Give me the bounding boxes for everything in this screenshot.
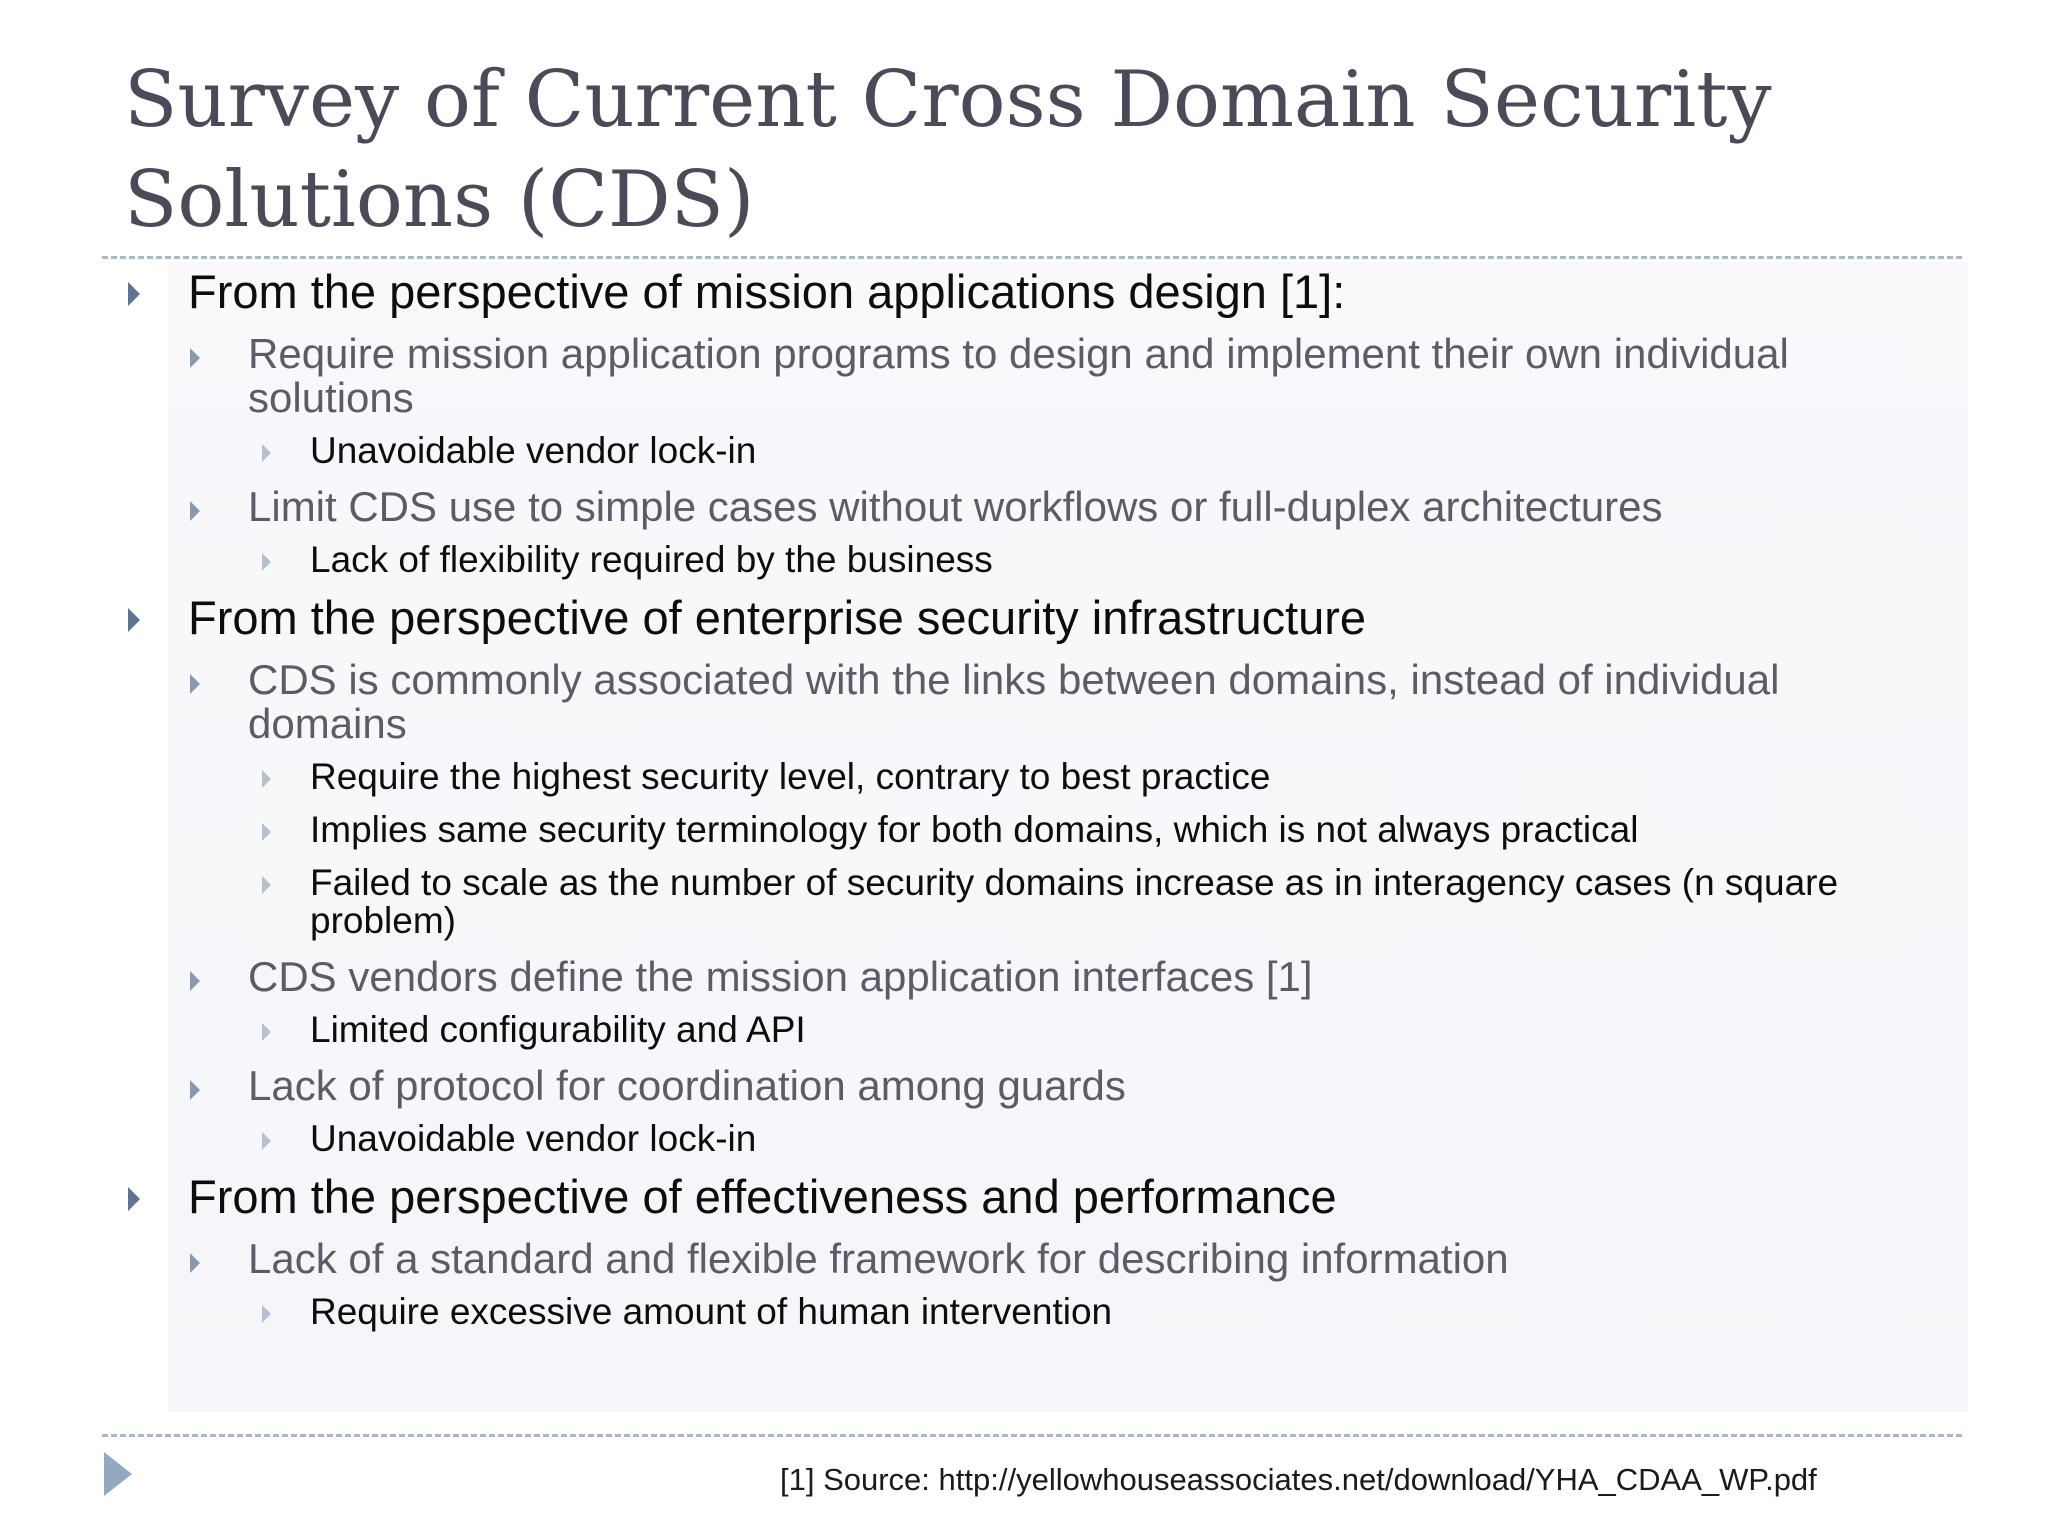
bullet-text: Require excessive amount of human intervention <box>310 1291 1113 1332</box>
triangle-bullet-icon <box>262 876 271 894</box>
bullet-text: Lack of a standard and flexible framework for describing information <box>248 1235 1509 1282</box>
bullet-level-2 <box>0 1229 1940 1285</box>
bullet-level-1 <box>0 586 2000 650</box>
bullet-text: Unavoidable vendor lock-in <box>310 430 757 471</box>
bullet-text: Limit CDS use to simple cases without workflows or full-duplex architectures <box>248 483 1663 530</box>
bullet-level-3 <box>0 803 1880 856</box>
triangle-bullet-icon <box>262 553 271 571</box>
bullet-text: Lack of protocol for coordination among guards <box>248 1062 1126 1109</box>
bullet-level-3 <box>0 750 1880 803</box>
next-slide-arrow-icon[interactable] <box>104 1452 132 1496</box>
triangle-bullet-icon <box>262 770 271 788</box>
bullet-list <box>0 260 2048 1338</box>
triangle-bullet-icon <box>190 1080 200 1100</box>
bullet-text: Unavoidable vendor lock-in <box>310 1118 757 1159</box>
bullet-level-3 <box>0 1112 1880 1165</box>
bullet-text: From the perspective of enterprise security infrastructure <box>188 591 1367 644</box>
bullet-level-1 <box>0 1165 2000 1229</box>
bullet-level-2 <box>0 1056 1940 1112</box>
triangle-bullet-icon <box>190 501 200 521</box>
triangle-bullet-icon <box>190 971 200 991</box>
slide-title: Survey of Current Cross Domain Security Solutions (CDS) <box>124 55 1772 245</box>
triangle-bullet-icon <box>128 608 140 632</box>
source-footnote: [1] Source: http://yellowhouseassociates.net/download/YHA_CDAA_WP.pdf <box>780 1462 1817 1497</box>
bullet-text: Require mission application programs to design and implement their own individual solutions <box>248 330 1789 421</box>
bullet-level-3 <box>0 856 1880 947</box>
bullet-level-3 <box>0 424 1880 477</box>
bullet-level-2 <box>0 650 1940 750</box>
footer-divider <box>102 1434 1962 1437</box>
triangle-bullet-icon <box>262 1305 271 1323</box>
triangle-bullet-icon <box>190 674 200 694</box>
bullet-level-2 <box>0 477 1940 533</box>
bullet-text: Implies same security terminology for both domains, which is not always practical <box>310 809 1639 850</box>
bullet-text: Require the highest security level, contrary to best practice <box>310 756 1271 797</box>
bullet-level-2 <box>0 324 1940 424</box>
triangle-bullet-icon <box>262 1023 271 1041</box>
bullet-text: Failed to scale as the number of security domains increase as in interagency cases (n square problem) <box>310 862 1839 941</box>
bullet-level-3 <box>0 533 1880 586</box>
triangle-bullet-icon <box>262 444 271 462</box>
bullet-level-3 <box>0 1003 1880 1056</box>
bullet-level-3 <box>0 1285 1880 1338</box>
bullet-text: From the perspective of effectiveness and performance <box>188 1170 1337 1223</box>
title-divider <box>102 256 1962 259</box>
bullet-text: Lack of flexibility required by the business <box>310 539 993 580</box>
bullet-level-2 <box>0 947 1940 1003</box>
triangle-bullet-icon <box>128 282 140 306</box>
triangle-bullet-icon <box>190 348 200 368</box>
triangle-bullet-icon <box>262 1132 271 1150</box>
bullet-text: CDS vendors define the mission application interfaces [1] <box>248 953 1313 1000</box>
bullet-text: From the perspective of mission applications design [1]: <box>188 265 1346 318</box>
bullet-text: Limited configurability and API <box>310 1009 806 1050</box>
triangle-bullet-icon <box>190 1253 200 1273</box>
triangle-bullet-icon <box>262 823 271 841</box>
triangle-bullet-icon <box>128 1187 140 1211</box>
bullet-text: CDS is commonly associated with the links between domains, instead of individual domains <box>248 656 1780 747</box>
bullet-level-1 <box>0 260 2000 324</box>
